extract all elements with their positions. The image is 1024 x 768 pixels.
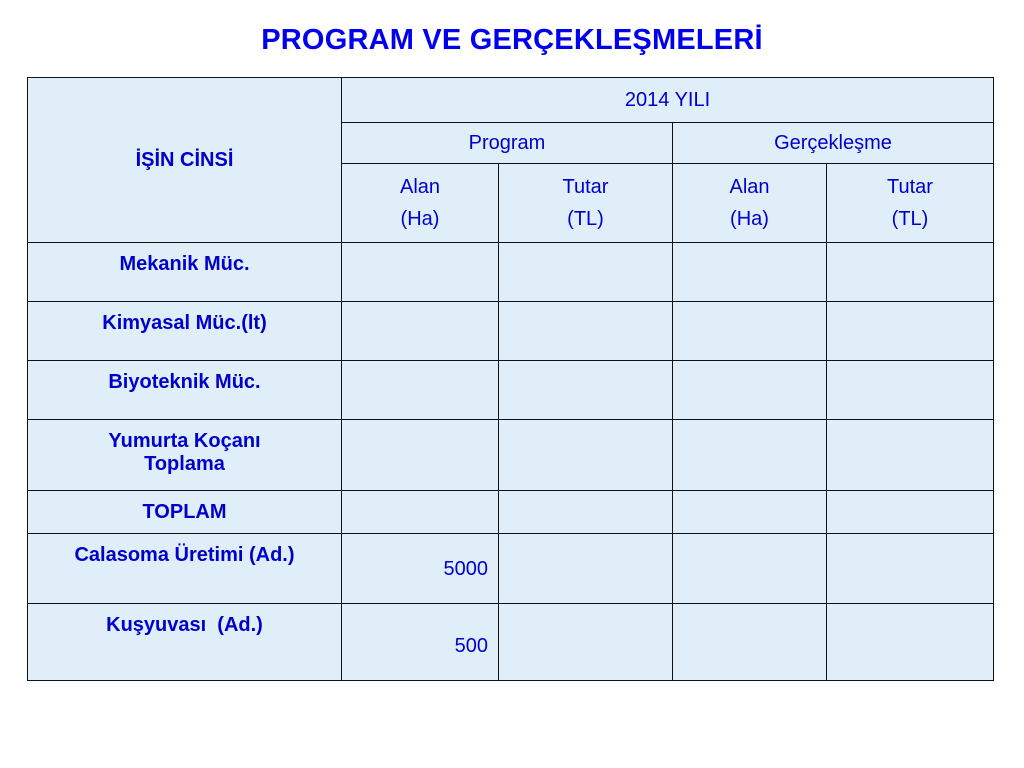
table-cell	[342, 243, 499, 302]
subcol-unit: (Ha)	[400, 208, 440, 230]
table-row	[28, 302, 994, 361]
table-cell: 5000	[342, 534, 499, 604]
table-cell	[827, 420, 994, 491]
table-row	[28, 534, 994, 604]
row-label-total: TOPLAM	[28, 491, 342, 534]
table-cell	[499, 302, 673, 361]
subcol-unit: (TL)	[567, 208, 604, 230]
table-cell	[673, 361, 827, 420]
table-cell	[499, 491, 673, 534]
subcol-name: Alan	[729, 176, 770, 198]
table-cell	[673, 420, 827, 491]
row-label: Kimyasal Müc.(lt)	[28, 302, 342, 361]
table-cell	[827, 491, 994, 534]
year-header: 2014 YILI	[342, 78, 994, 123]
table-cell	[673, 534, 827, 604]
table-cell	[499, 361, 673, 420]
row-label: Kuşyuvası (Ad.)	[28, 604, 342, 681]
group-header-program: Program	[342, 123, 673, 164]
program-table	[27, 77, 994, 681]
subcol-name: Tutar	[562, 176, 609, 198]
row-label: Yumurta Koçanı Toplama	[28, 420, 342, 491]
table-cell	[499, 243, 673, 302]
subcol-header	[342, 164, 499, 243]
table-cell	[499, 534, 673, 604]
table-cell	[342, 361, 499, 420]
table-cell	[673, 243, 827, 302]
table-cell	[673, 491, 827, 534]
subcol-name: Alan	[399, 176, 441, 198]
page-title: PROGRAM VE GERÇEKLEŞMELERİ	[261, 24, 763, 56]
table-cell	[499, 604, 673, 681]
subcol-header	[499, 164, 673, 243]
subcol-name: Tutar	[887, 176, 933, 198]
table-cell	[827, 302, 994, 361]
row-label: Calasoma Üretimi (Ad.)	[28, 534, 342, 604]
table-cell	[673, 604, 827, 681]
subcol-header	[827, 164, 994, 243]
row-header-label: İŞİN CİNSİ	[135, 148, 234, 171]
table-cell: 500	[342, 604, 499, 681]
table-row	[28, 361, 994, 420]
table-cell	[673, 302, 827, 361]
table-cell	[342, 302, 499, 361]
subcol-unit: (Ha)	[730, 208, 769, 230]
group-header-gerceklesme: Gerçekleşme	[673, 123, 994, 164]
table-cell	[827, 243, 994, 302]
table-row	[28, 243, 994, 302]
subcol-unit: (TL)	[891, 208, 929, 230]
table-row	[28, 604, 994, 681]
table-cell	[827, 361, 994, 420]
row-label: Biyoteknik Müc.	[28, 361, 342, 420]
table-row-total	[28, 491, 994, 534]
table-cell	[342, 420, 499, 491]
table-cell	[827, 604, 994, 681]
row-label: Mekanik Müc.	[28, 243, 342, 302]
table-cell	[827, 534, 994, 604]
row-header-cell	[28, 78, 342, 243]
table-cell	[342, 491, 499, 534]
table-row	[28, 420, 994, 491]
subcol-header	[673, 164, 827, 243]
table-cell	[499, 420, 673, 491]
